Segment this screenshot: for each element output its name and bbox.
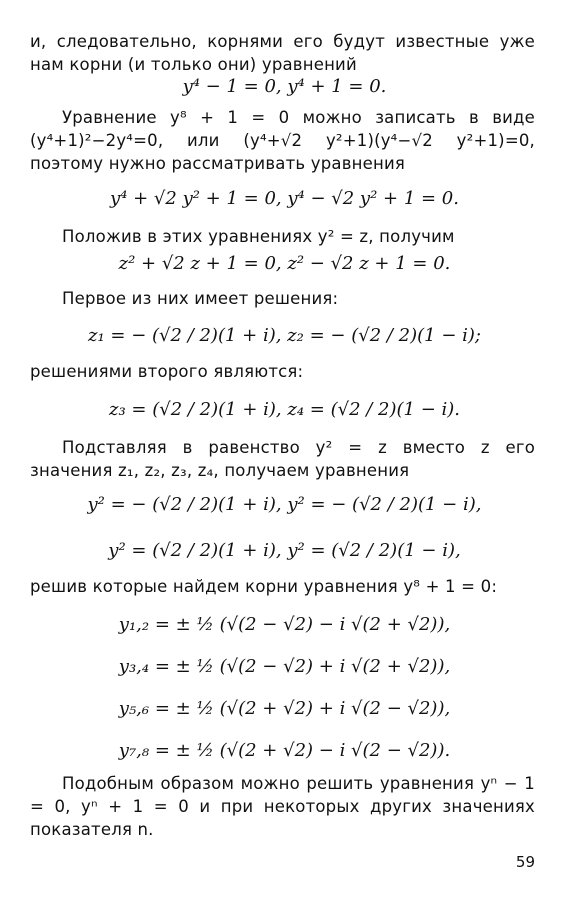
equation-11: y₇,₈ = ± ½ (√(2 + √2) − i √(2 − √2)).: [118, 740, 451, 761]
equation-5: z₃ = (√2 / 2)(1 + i), z₄ = (√2 / 2)(1 − i).: [108, 399, 461, 420]
equation-7: y² = (√2 / 2)(1 + i), y² = (√2 / 2)(1 − i),: [108, 540, 461, 561]
equation-2: y⁴ + √2 y² + 1 = 0, y⁴ − √2 y² + 1 = 0.: [110, 188, 459, 209]
equation-10: y₅,₆ = ± ½ (√(2 + √2) + i √(2 − √2)),: [118, 698, 451, 719]
paragraph-6: Подставляя в равенство y² = z вместо z его значения z₁, z₂, z₃, z₄, получаем уравнения: [30, 438, 535, 480]
equation-4: z₁ = − (√2 / 2)(1 + i), z₂ = − (√2 / 2)(1 − i);: [88, 325, 481, 346]
paragraph-2: Уравнение y⁸ + 1 = 0 можно записать в виде (y⁴+1)²−2y⁴=0, или (y⁴+√2 y²+1)(y⁴−√2 y²+1)=0, поэтому нужно рассматривать уравнения: [30, 108, 535, 173]
paragraph-8: Подобным образом можно решить уравнения yⁿ − 1 = 0, yⁿ + 1 = 0 и при некоторых других значениях показателя n.: [30, 774, 535, 839]
equation-9: y₃,₄ = ± ½ (√(2 − √2) + i √(2 + √2)),: [118, 656, 451, 677]
paragraph-4: Первое из них имеет решения:: [62, 289, 339, 308]
equation-8: y₁,₂ = ± ½ (√(2 − √2) − i √(2 + √2)),: [118, 614, 451, 635]
paragraph-5: решениями второго являются:: [30, 362, 304, 381]
equation-1: y⁴ − 1 = 0, y⁴ + 1 = 0.: [182, 76, 387, 97]
paragraph-3: Положив в этих уравнениях y² = z, получим: [62, 227, 455, 246]
equation-3: z² + √2 z + 1 = 0, z² − √2 z + 1 = 0.: [118, 253, 451, 274]
page-number: 59: [515, 853, 535, 871]
paragraph-7: решив которые найдем корни уравнения y⁸ + 1 = 0:: [30, 577, 498, 596]
paragraph-1: и, следовательно, корнями его будут известные уже нам корни (и только они) уравнений: [30, 32, 535, 74]
equation-6: y² = − (√2 / 2)(1 + i), y² = − (√2 / 2)(1 − i),: [87, 494, 482, 515]
